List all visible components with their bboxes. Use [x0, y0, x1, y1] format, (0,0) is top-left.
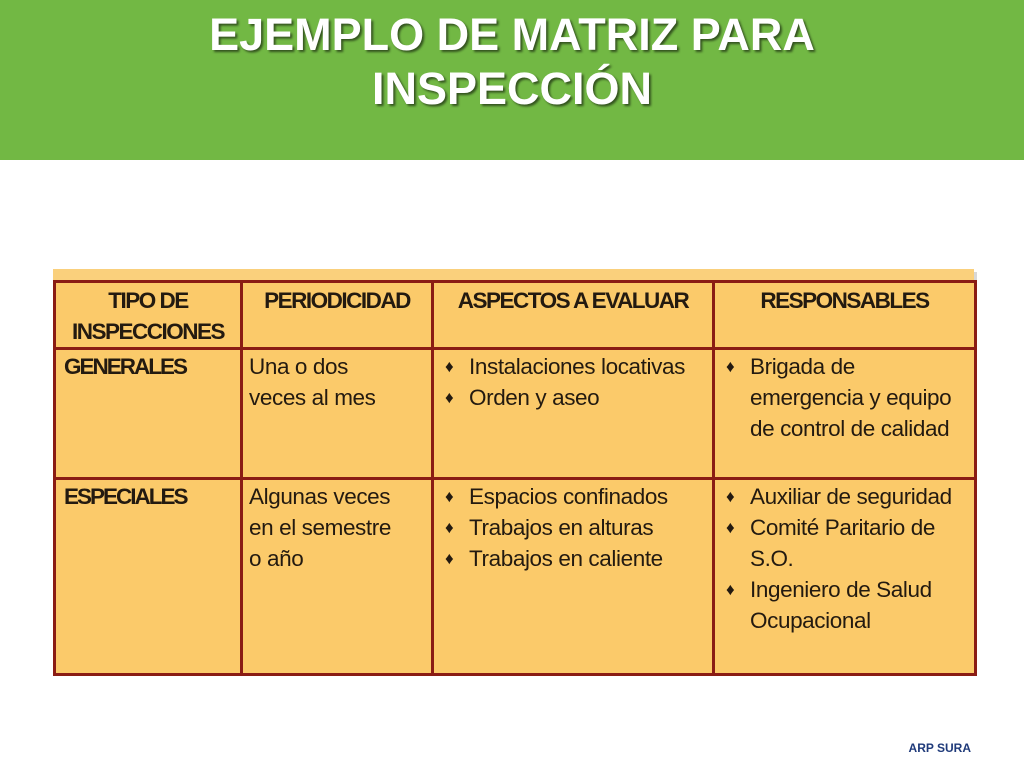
matrix-table-container — [53, 269, 974, 664]
slide-title-line-2: INSPECCIÓN — [371, 63, 653, 114]
diamond-bullet-icon: ♦ — [726, 580, 735, 599]
diamond-bullet-icon: ♦ — [445, 357, 454, 376]
slide-title — [0, 8, 1024, 116]
diamond-bullet-icon: ♦ — [726, 518, 735, 537]
header-tipo-line-1: TIPO DE — [108, 288, 188, 313]
cell-aspects-generales — [433, 349, 714, 479]
inspection-matrix-table — [53, 280, 977, 676]
list-item — [440, 382, 707, 413]
diamond-bullet-icon: ♦ — [726, 487, 735, 506]
aspects-list — [440, 481, 707, 574]
diamond-bullet-icon: ♦ — [445, 388, 454, 407]
header-aspectos-a-evaluar: ASPECTOS A EVALUAR — [433, 282, 714, 349]
responsibles-list — [721, 481, 969, 636]
cell-periodicity-especiales — [242, 479, 433, 675]
header-responsables: RESPONSABLES — [714, 282, 976, 349]
diamond-bullet-icon: ♦ — [445, 487, 454, 506]
responsible-text: Auxiliar de seguridad — [750, 484, 952, 509]
cell-responsibles-generales — [714, 349, 976, 479]
periodicity-line: o año — [249, 546, 304, 571]
aspect-text: Orden y aseo — [469, 385, 600, 410]
periodicity-line: en el semestre — [249, 515, 391, 540]
list-item — [721, 512, 969, 574]
footer-brand: ARP SURA — [908, 741, 971, 755]
list-item — [440, 543, 707, 574]
cell-periodicity-generales — [242, 349, 433, 479]
responsible-text: Comité Paritario de S.O. — [750, 515, 935, 571]
diamond-bullet-icon: ♦ — [445, 518, 454, 537]
header-tipo-line-2: INSPECCIONES — [71, 319, 225, 344]
cell-type-generales: GENERALES — [55, 349, 242, 479]
slide-title-line-1: EJEMPLO DE MATRIZ PARA — [209, 9, 815, 60]
responsible-text: Brigada de emergencia y equipo de control de calidad — [750, 354, 952, 441]
responsibles-list — [721, 351, 969, 444]
table-row — [55, 479, 976, 675]
periodicity-line: Algunas veces — [249, 484, 391, 509]
diamond-bullet-icon: ♦ — [726, 357, 735, 376]
list-item — [721, 574, 969, 636]
table-row — [55, 349, 976, 479]
cell-responsibles-especiales — [714, 479, 976, 675]
list-item — [721, 351, 969, 444]
cell-type-especiales: ESPECIALES — [55, 479, 242, 675]
list-item — [440, 481, 707, 512]
diamond-bullet-icon: ♦ — [445, 549, 454, 568]
aspect-text: Instalaciones locativas — [469, 354, 685, 379]
aspects-list — [440, 351, 707, 413]
header-periodicidad: PERIODICIDAD — [242, 282, 433, 349]
list-item — [721, 481, 969, 512]
header-tipo-de-inspecciones — [55, 282, 242, 349]
responsible-text: Ingeniero de Salud Ocupacional — [750, 577, 932, 633]
list-item — [440, 512, 707, 543]
table-header-row — [55, 282, 976, 349]
cell-aspects-especiales — [433, 479, 714, 675]
aspect-text: Trabajos en caliente — [469, 546, 663, 571]
periodicity-line: Una o dos — [249, 354, 348, 379]
aspect-text: Trabajos en alturas — [469, 515, 654, 540]
periodicity-line: veces al mes — [249, 385, 376, 410]
list-item — [440, 351, 707, 382]
aspect-text: Espacios confinados — [469, 484, 668, 509]
